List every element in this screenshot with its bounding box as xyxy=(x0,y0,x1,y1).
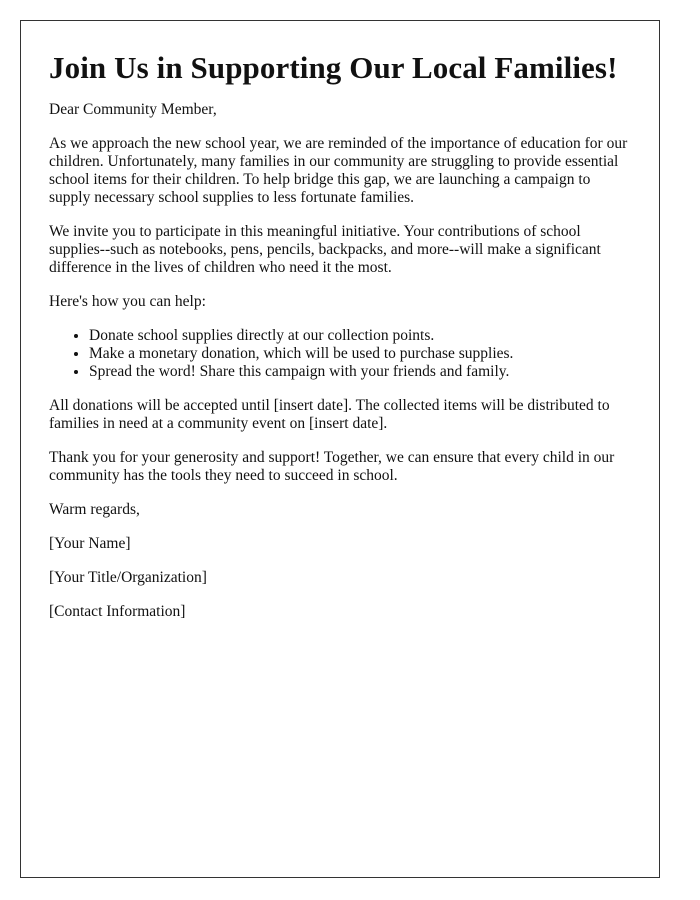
help-item-donate-supplies: • Donate school supplies directly at our collection points. xyxy=(89,327,631,345)
help-intro: Here's how you can help: xyxy=(49,293,206,310)
letter-page xyxy=(20,20,660,878)
signature-title: [Your Title/Organization] xyxy=(49,569,207,586)
letter-title: Join Us in Supporting Our Local Families! xyxy=(49,50,618,85)
paragraph-invitation: We invite you to participate in this meaningful initiative. Your contributions of school supplies--such as notebooks, pens, pencils, backpacks, and more--will make a significant difference in the lives of children who need it the most. xyxy=(49,223,601,276)
signature-name: [Your Name] xyxy=(49,535,131,552)
salutation: Dear Community Member, xyxy=(49,101,217,118)
closing: Warm regards, xyxy=(49,501,140,518)
paragraph-deadline: All donations will be accepted until [insert date]. The collected items will be distributed to families in need at a community event on [insert date]. xyxy=(49,397,610,432)
help-item-monetary-donation: • Make a monetary donation, which will be used to purchase supplies. xyxy=(89,345,631,363)
paragraph-thanks: Thank you for your generosity and support! Together, we can ensure that every child in our community has the tools they need to succeed in school. xyxy=(49,449,615,484)
signature-contact: [Contact Information] xyxy=(49,603,186,620)
help-list xyxy=(49,327,631,381)
letter-content xyxy=(21,21,659,621)
paragraph-intro: As we approach the new school year, we are reminded of the importance of education for our children. Unfortunately, many families in our community are struggling to provide essential school items for their children. To help bridge this gap, we are launching a campaign to supply necessary school supplies to less fortunate families. xyxy=(49,135,628,206)
help-item-spread-word: • Spread the word! Share this campaign with your friends and family. xyxy=(89,363,631,381)
